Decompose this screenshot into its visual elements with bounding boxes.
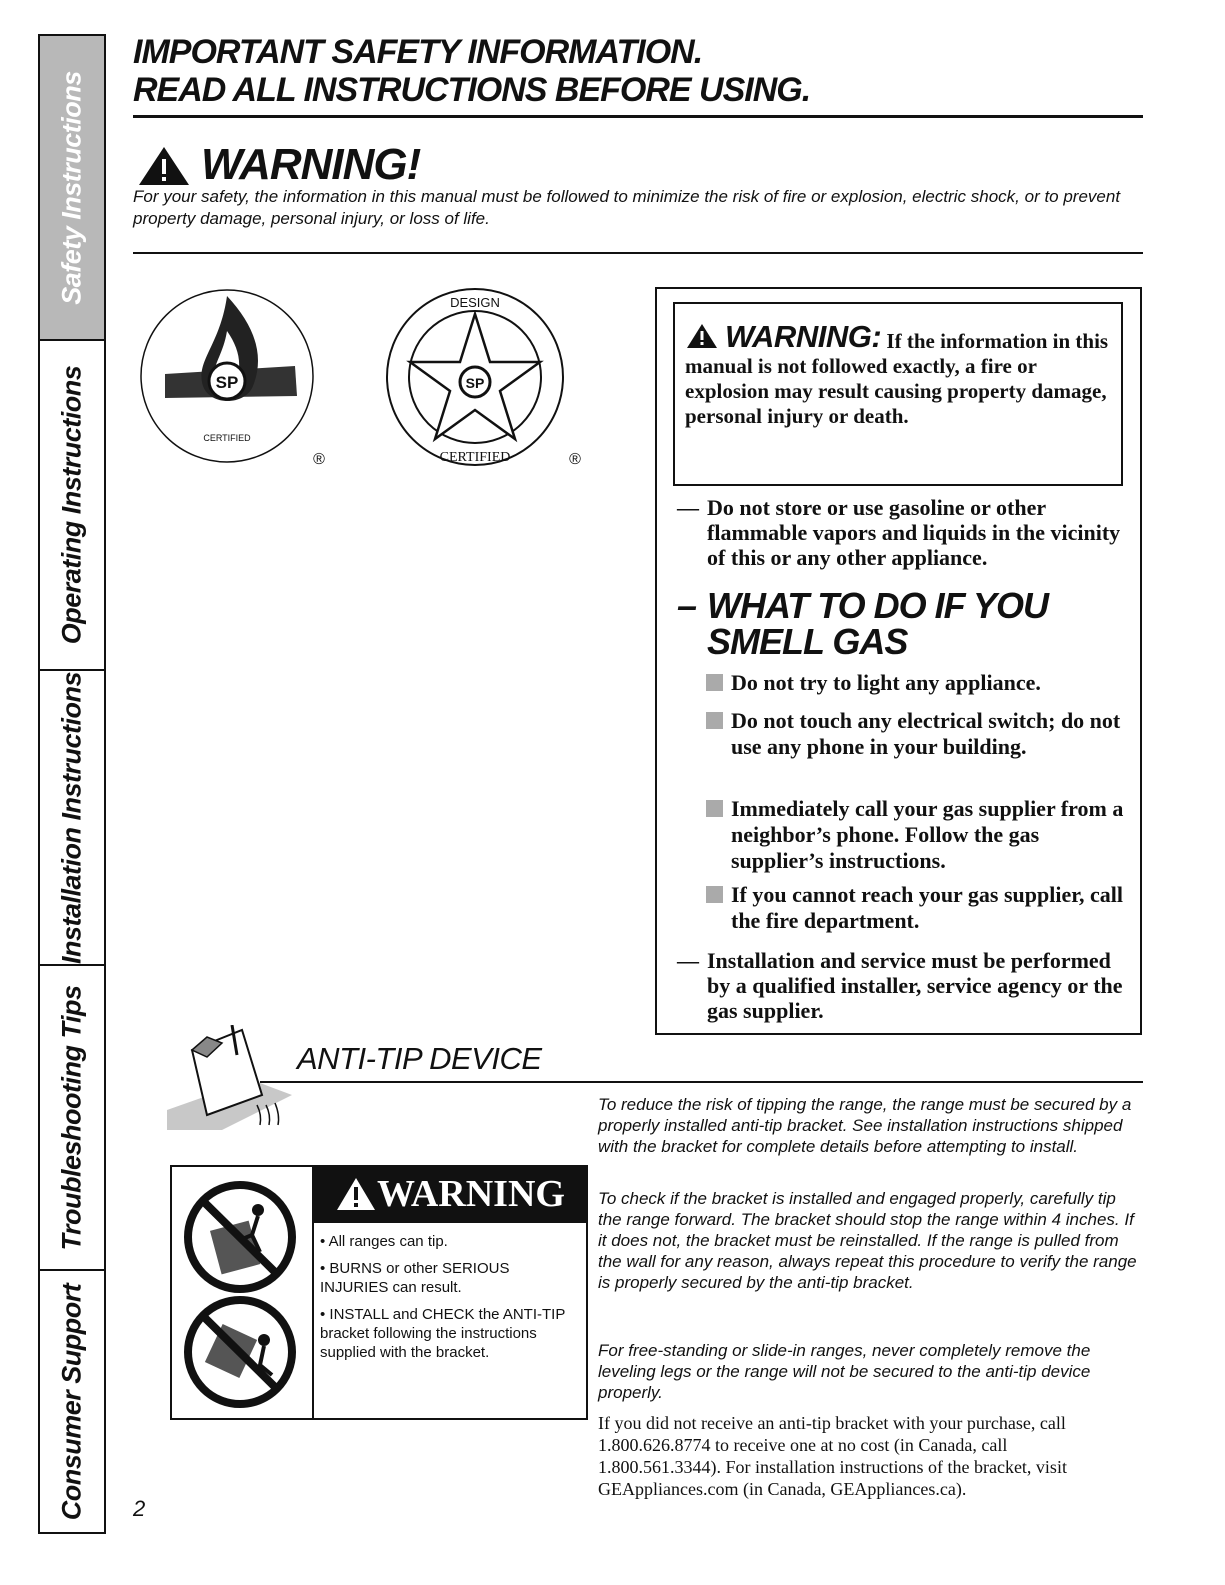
side-tab-bar	[38, 34, 106, 1534]
design-certified-star-logo	[380, 284, 590, 474]
certified-text: CERTIFIED	[439, 450, 511, 465]
dash-item-text: Installation and service must be performed by a qualified installer, service agency or the gas supplier.	[707, 948, 1123, 1023]
warning-box-text-rest: in this manual is not followed exactly, a fire or explosion may result causing property damage, personal injury or death.	[685, 329, 1109, 428]
bullet-item: If you cannot reach your gas supplier, call the fire department.	[706, 882, 1131, 934]
tab-troubleshooting-tips[interactable]	[40, 966, 104, 1271]
tab-label: Consumer Support	[56, 1283, 87, 1520]
anti-tip-paragraph-2: To check if the bracket is installed and engaged properly, carefully tip the range forward. The bracket should stop the range within 4 inches. If it does not, the bracket must be reinstalled. If the range is pulled from the wall for any reason, always repeat this procedure to verify the range is properly secured by the anti-tip bracket.	[598, 1189, 1137, 1292]
bullet-item: Do not try to light any appliance.	[706, 670, 1131, 696]
tab-safety-instructions[interactable]	[40, 36, 104, 341]
warning-triangle-icon	[335, 1176, 377, 1212]
bullet-item: Immediately call your gas supplier from a neighbor’s phone. Follow the gas supplier’s instructions.	[706, 796, 1131, 874]
list-item: • All ranges can tip.	[320, 1233, 448, 1250]
anti-tip-paragraph-1: To reduce the risk of tipping the range, the range must be secured by a properly installed anti-tip bracket. See installation instructions shipped with the bracket for complete details before attempting to install.	[598, 1095, 1132, 1156]
warning-box-title: WARNING:	[725, 318, 882, 354]
header-line-1: IMPORTANT SAFETY INFORMATION.	[133, 33, 703, 71]
header-divider	[133, 115, 1143, 118]
smell-gas-title-2: SMELL GAS	[707, 621, 908, 662]
bullet-item: Do not touch any electrical switch; do not use any phone in your building.	[706, 708, 1131, 760]
warning-heading	[135, 140, 420, 190]
anti-tip-title: ANTI-TIP DEVICE	[297, 1041, 542, 1076]
no-tipping-icon	[188, 1300, 292, 1404]
tab-label: Troubleshooting Tips	[56, 985, 87, 1250]
list-item: • BURNS or other SERIOUS INJURIES can result.	[320, 1260, 510, 1296]
svg-text:SP: SP	[215, 373, 239, 392]
warning-label-list	[320, 1232, 580, 1370]
tab-operating-instructions[interactable]	[40, 341, 104, 671]
tab-consumer-support[interactable]	[40, 1271, 104, 1532]
tab-label: Safety Instructions	[56, 70, 87, 305]
warning-inner-box	[673, 302, 1123, 486]
anti-tip-bracket-icon	[162, 1025, 297, 1130]
bullet-square-icon	[706, 800, 723, 817]
smell-gas-title-1: WHAT TO DO IF YOU	[707, 585, 1048, 626]
warning-label-header	[312, 1165, 588, 1223]
csa-flame-logo	[135, 286, 330, 466]
dash-item-text: Do not store or use gasoline or other flammable vapors and liquids in the vicinity of this or any other appliance.	[707, 495, 1121, 570]
no-tipping-pictograms	[180, 1180, 300, 1410]
page-number: 2	[133, 1496, 146, 1521]
anti-tip-divider	[260, 1081, 1143, 1083]
dash-item-installation: — Installation and service must be performed by a qualified installer, service agency or the gas supplier.	[677, 948, 1127, 1023]
dash-item-gasoline: — Do not store or use gasoline or other flammable vapors and liquids in the vicinity of this or any other appliance.	[677, 495, 1127, 570]
bullet-square-icon	[706, 712, 723, 729]
warning-triangle-icon	[685, 322, 719, 350]
tab-label: Installation Instructions	[56, 671, 87, 964]
design-text: DESIGN	[450, 295, 500, 310]
warning-triangle-icon	[135, 143, 193, 187]
smell-gas-heading: – WHAT TO DO IF YOU SMELL GAS	[677, 585, 1048, 662]
warning-intro-text: For your safety, the information in this manual must be followed to minimize the risk of fire or explosion, electric shock, or to prevent property damage, personal injury, or loss of life.	[133, 187, 1121, 228]
warning-title: WARNING!	[201, 140, 421, 189]
bullet-square-icon	[706, 886, 723, 903]
warning-box-heading	[685, 318, 882, 354]
csa-certified-text: CERTIFIED	[203, 433, 251, 443]
svg-text:SP: SP	[465, 375, 485, 391]
bullet-square-icon	[706, 674, 723, 691]
registered-mark: ®	[569, 451, 581, 468]
list-item: • INSTALL and CHECK the ANTI-TIP bracket following the instructions supplied with the bracket.	[320, 1306, 566, 1361]
tab-label: Operating Instructions	[56, 365, 87, 645]
section-divider	[133, 252, 1143, 254]
tab-installation-instructions[interactable]	[40, 671, 104, 966]
no-climbing-icon	[188, 1185, 292, 1289]
anti-tip-paragraph-3: For free-standing or slide-in ranges, never completely remove the leveling legs or the range will not be secured to the anti-tip device properly.	[598, 1341, 1091, 1402]
header-line-2: READ ALL INSTRUCTIONS BEFORE USING.	[133, 71, 811, 109]
warning-label-title: WARNING	[377, 1173, 565, 1215]
warning-box-text	[685, 318, 1111, 429]
anti-tip-paragraph-4: If you did not receive an anti-tip bracket with your purchase, call 1.800.626.8774 to receive one at no cost (in Canada, call 1.800.561.3344). For installation instructions of the bracket, visit GEAppliances.com (in Canada, GEAppliances.ca).	[598, 1413, 1067, 1499]
registered-mark: ®	[313, 451, 325, 466]
warning-box-text-first: If the information	[886, 329, 1048, 353]
